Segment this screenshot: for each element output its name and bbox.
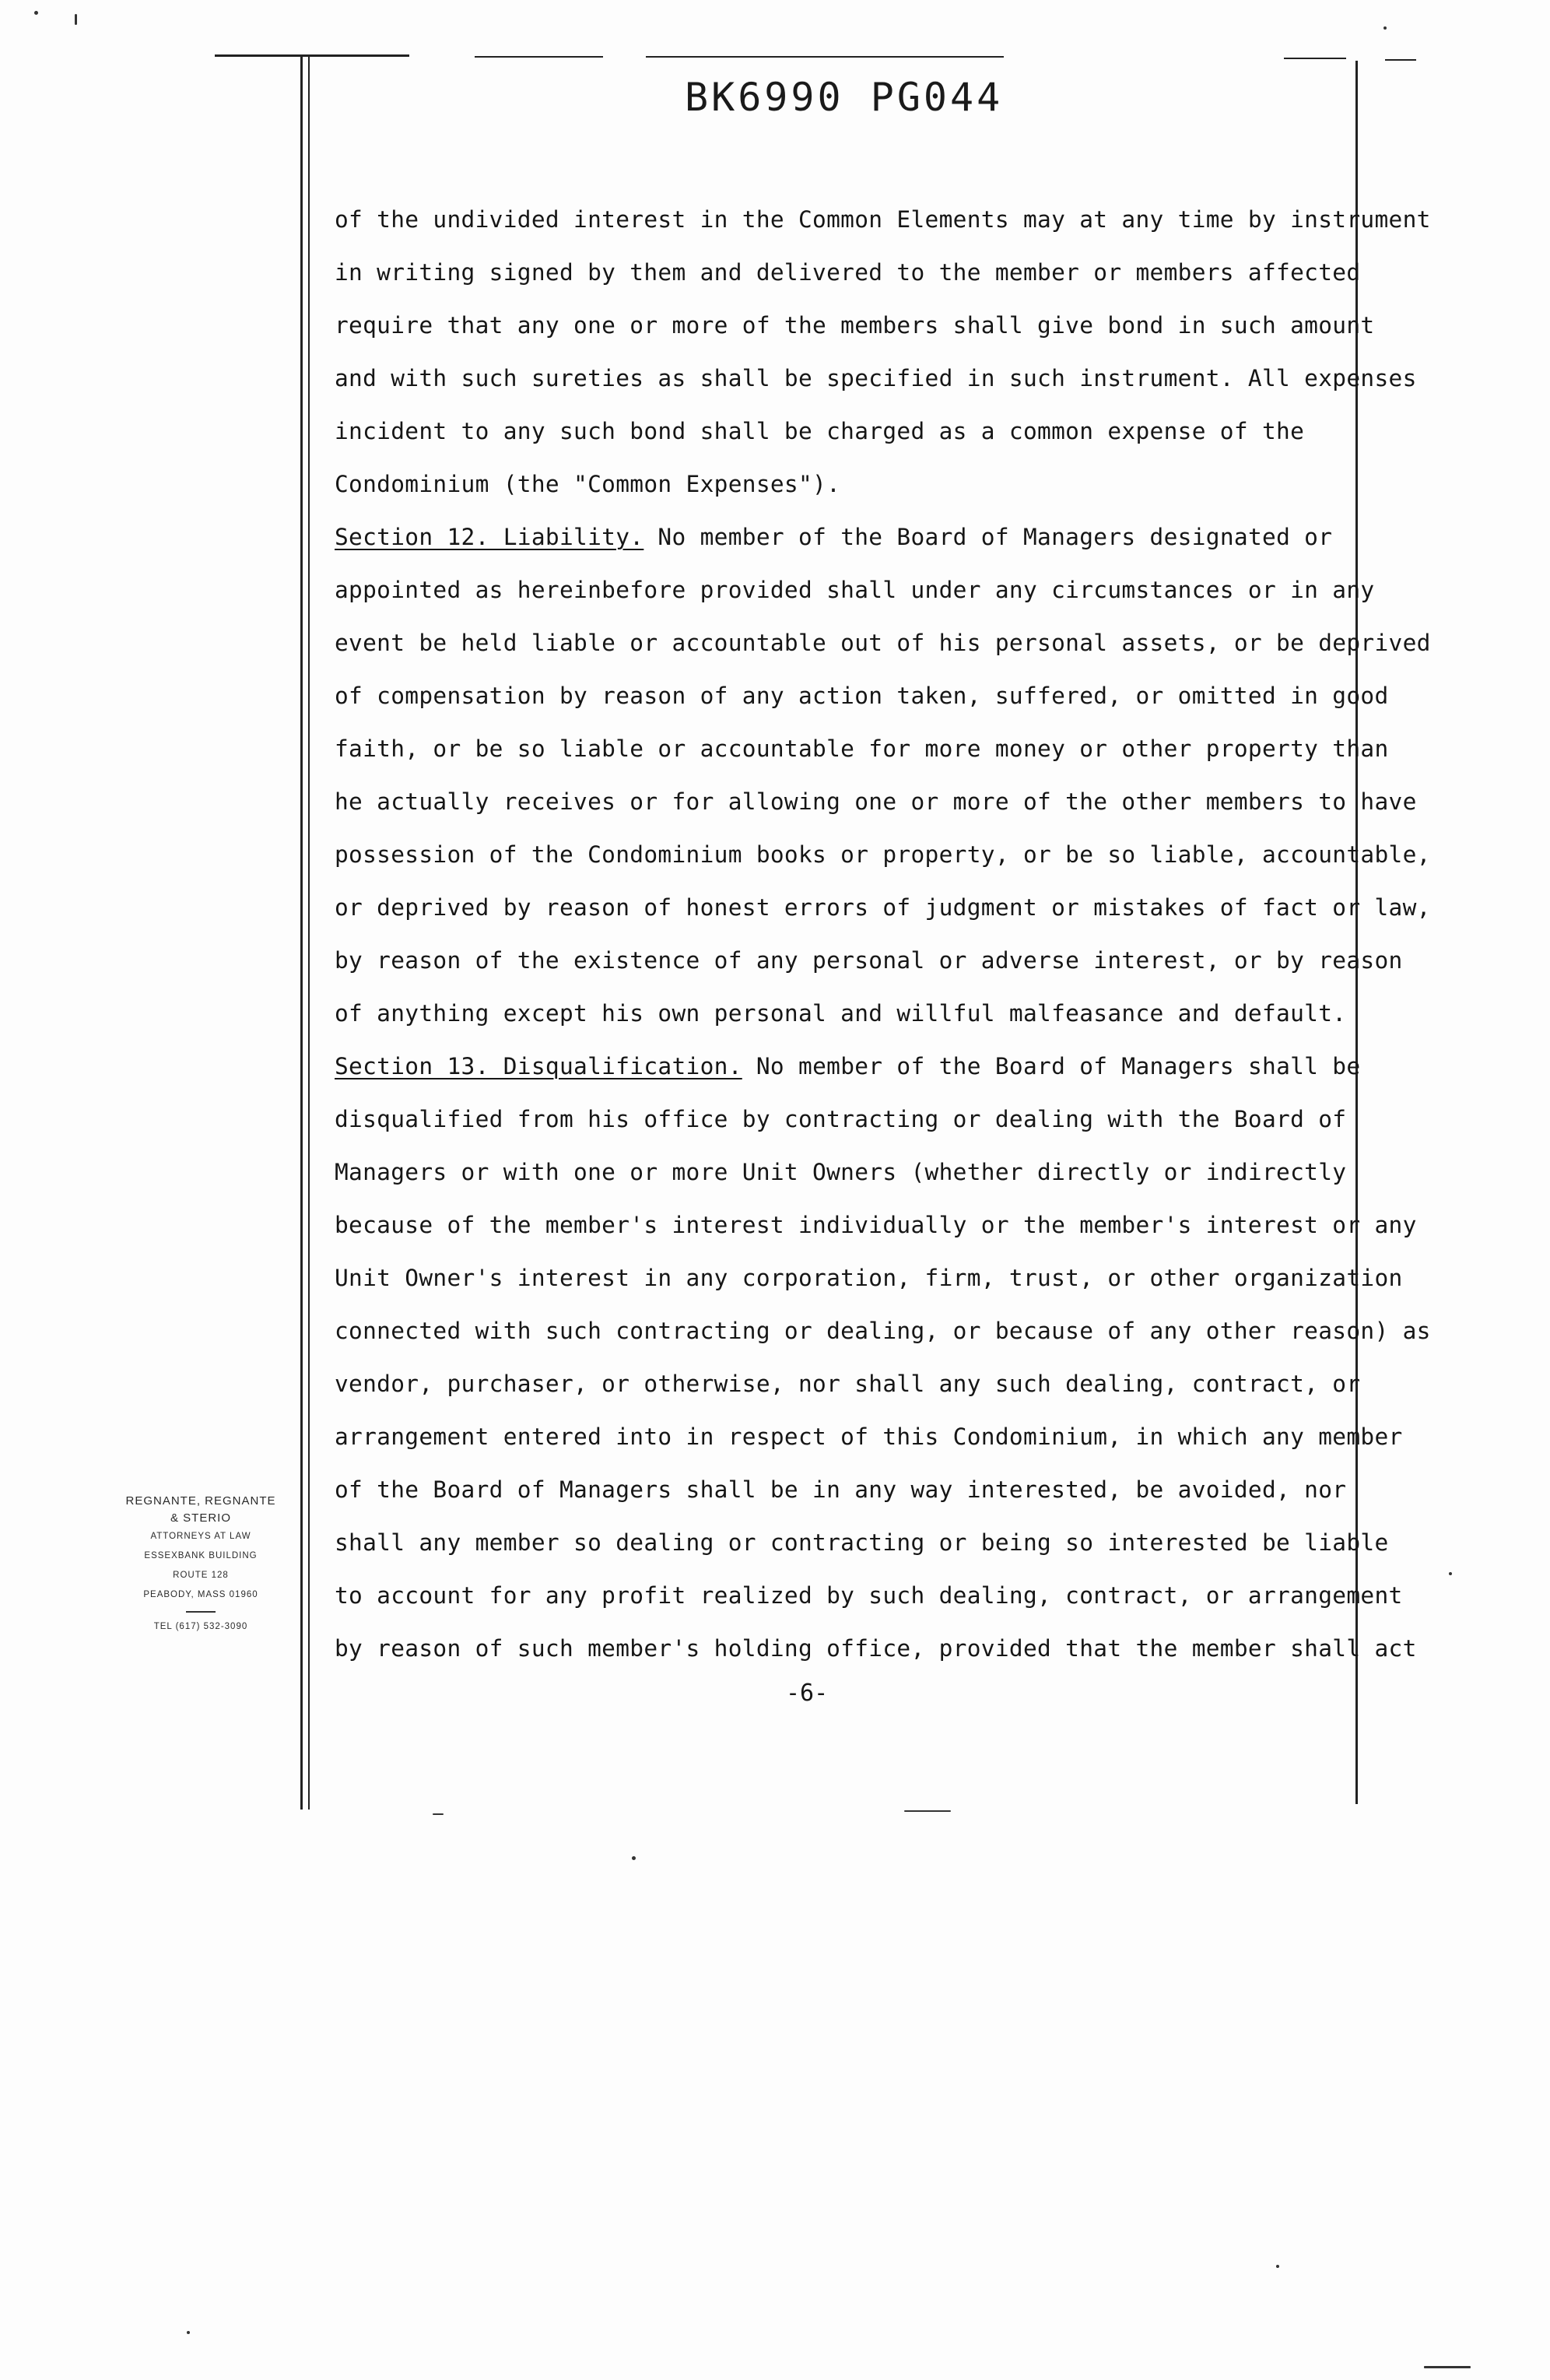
scan-speck [1276, 2265, 1279, 2268]
law-firm-block [92, 1493, 310, 1637]
section-13-heading: Section 13. Disqualification. [335, 1053, 742, 1079]
text-line: require that any one or more of the members shall give bond in such amount [335, 312, 1375, 339]
text-line: vendor, purchaser, or otherwise, nor shall any such dealing, contract, or [335, 1371, 1361, 1397]
text-line: in writing signed by them and delivered to the member or members affected [335, 259, 1361, 286]
section-12-heading: Section 12. Liability. [335, 524, 644, 550]
firm-title: ATTORNEYS AT LAW [150, 1532, 251, 1541]
text-line: incident to any such bond shall be charged as a common expense of the [335, 418, 1305, 444]
text-line: possession of the Condominium books or property, or be so liable, accountable, [335, 841, 1431, 868]
top-rule-left [215, 54, 409, 57]
text-line: Unit Owner's interest in any corporation, firm, trust, or other organization [335, 1265, 1403, 1291]
scan-speck [904, 1810, 951, 1812]
body-text [335, 193, 1431, 1675]
text-line: or deprived by reason of honest errors of judgment or mistakes of fact or law, [335, 894, 1431, 921]
text-line: arrangement entered into in respect of this Condominium, in which any member [335, 1423, 1403, 1450]
text-line: faith, or be so liable or accountable for more money or other property than [335, 735, 1389, 762]
scan-speck [632, 1856, 636, 1860]
scan-speck [187, 2331, 190, 2334]
scan-speck [1449, 1572, 1452, 1575]
top-rule-far-right [1385, 59, 1416, 61]
firm-phone: TEL (617) 532-3090 [153, 1622, 248, 1631]
text-line: Condominium (the "Common Expenses"). [335, 471, 841, 497]
section-13-line [335, 1040, 1362, 1093]
firm-name-line-2: & STERIO [170, 1511, 231, 1525]
text-line: by reason of such member's holding office, provided that the member shall act [335, 1635, 1417, 1662]
page-number: -6- [786, 1680, 829, 1707]
text-line: disqualified from his office by contracting or dealing with the Board of [335, 1106, 1347, 1132]
text-line: of compensation by reason of any action taken, suffered, or omitted in good [335, 683, 1389, 709]
top-rule-middle [475, 56, 603, 58]
scan-speck [1383, 26, 1387, 30]
scan-speck [75, 14, 77, 25]
text-line: connected with such contracting or dealing, or because of any other reason) as [335, 1318, 1431, 1344]
scan-speck [433, 1813, 444, 1815]
firm-city: PEABODY, MASS 01960 [143, 1590, 258, 1599]
firm-divider [186, 1611, 216, 1613]
firm-building: ESSEXBANK BUILDING [144, 1551, 258, 1560]
text-line: of anything except his own personal and willful malfeasance and default. [335, 1000, 1347, 1027]
text-line: event be held liable or accountable out of his personal assets, or be deprived [335, 630, 1431, 656]
text-line: because of the member's interest individually or the member's interest or any [335, 1212, 1417, 1238]
text-line: appointed as hereinbefore provided shall under any circumstances or in any [335, 577, 1375, 603]
text-line: he actually receives or for allowing one or more of the other members to have [335, 788, 1417, 815]
text-line: Managers or with one or more Unit Owners (whether directly or indirectly [335, 1159, 1347, 1185]
top-rule-right [1284, 58, 1346, 59]
scan-speck [1424, 2366, 1471, 2368]
scan-speck [34, 11, 38, 15]
section-13-text: No member of the Board of Managers shall be [742, 1053, 1361, 1079]
text-line: by reason of the existence of any personal or adverse interest, or by reason [335, 947, 1403, 974]
text-line: and with such sureties as shall be specified in such instrument. All expenses [335, 365, 1417, 391]
section-12-text: No member of the Board of Managers designated or [643, 524, 1333, 550]
text-line: of the undivided interest in the Common Elements may at any time by instrument [335, 206, 1431, 233]
section-12-line [335, 511, 1362, 563]
top-rule-center [646, 56, 1004, 58]
text-line: shall any member so dealing or contracting or being so interested be liable [335, 1529, 1389, 1556]
text-line: of the Board of Managers shall be in any way interested, be avoided, nor [335, 1476, 1347, 1503]
firm-name-line-1: REGNANTE, REGNANTE [125, 1494, 276, 1508]
text-line: to account for any profit realized by such dealing, contract, or arrangement [335, 1582, 1403, 1609]
book-page-reference: BK6990 PG044 [685, 75, 1004, 120]
firm-route: ROUTE 128 [173, 1571, 229, 1580]
